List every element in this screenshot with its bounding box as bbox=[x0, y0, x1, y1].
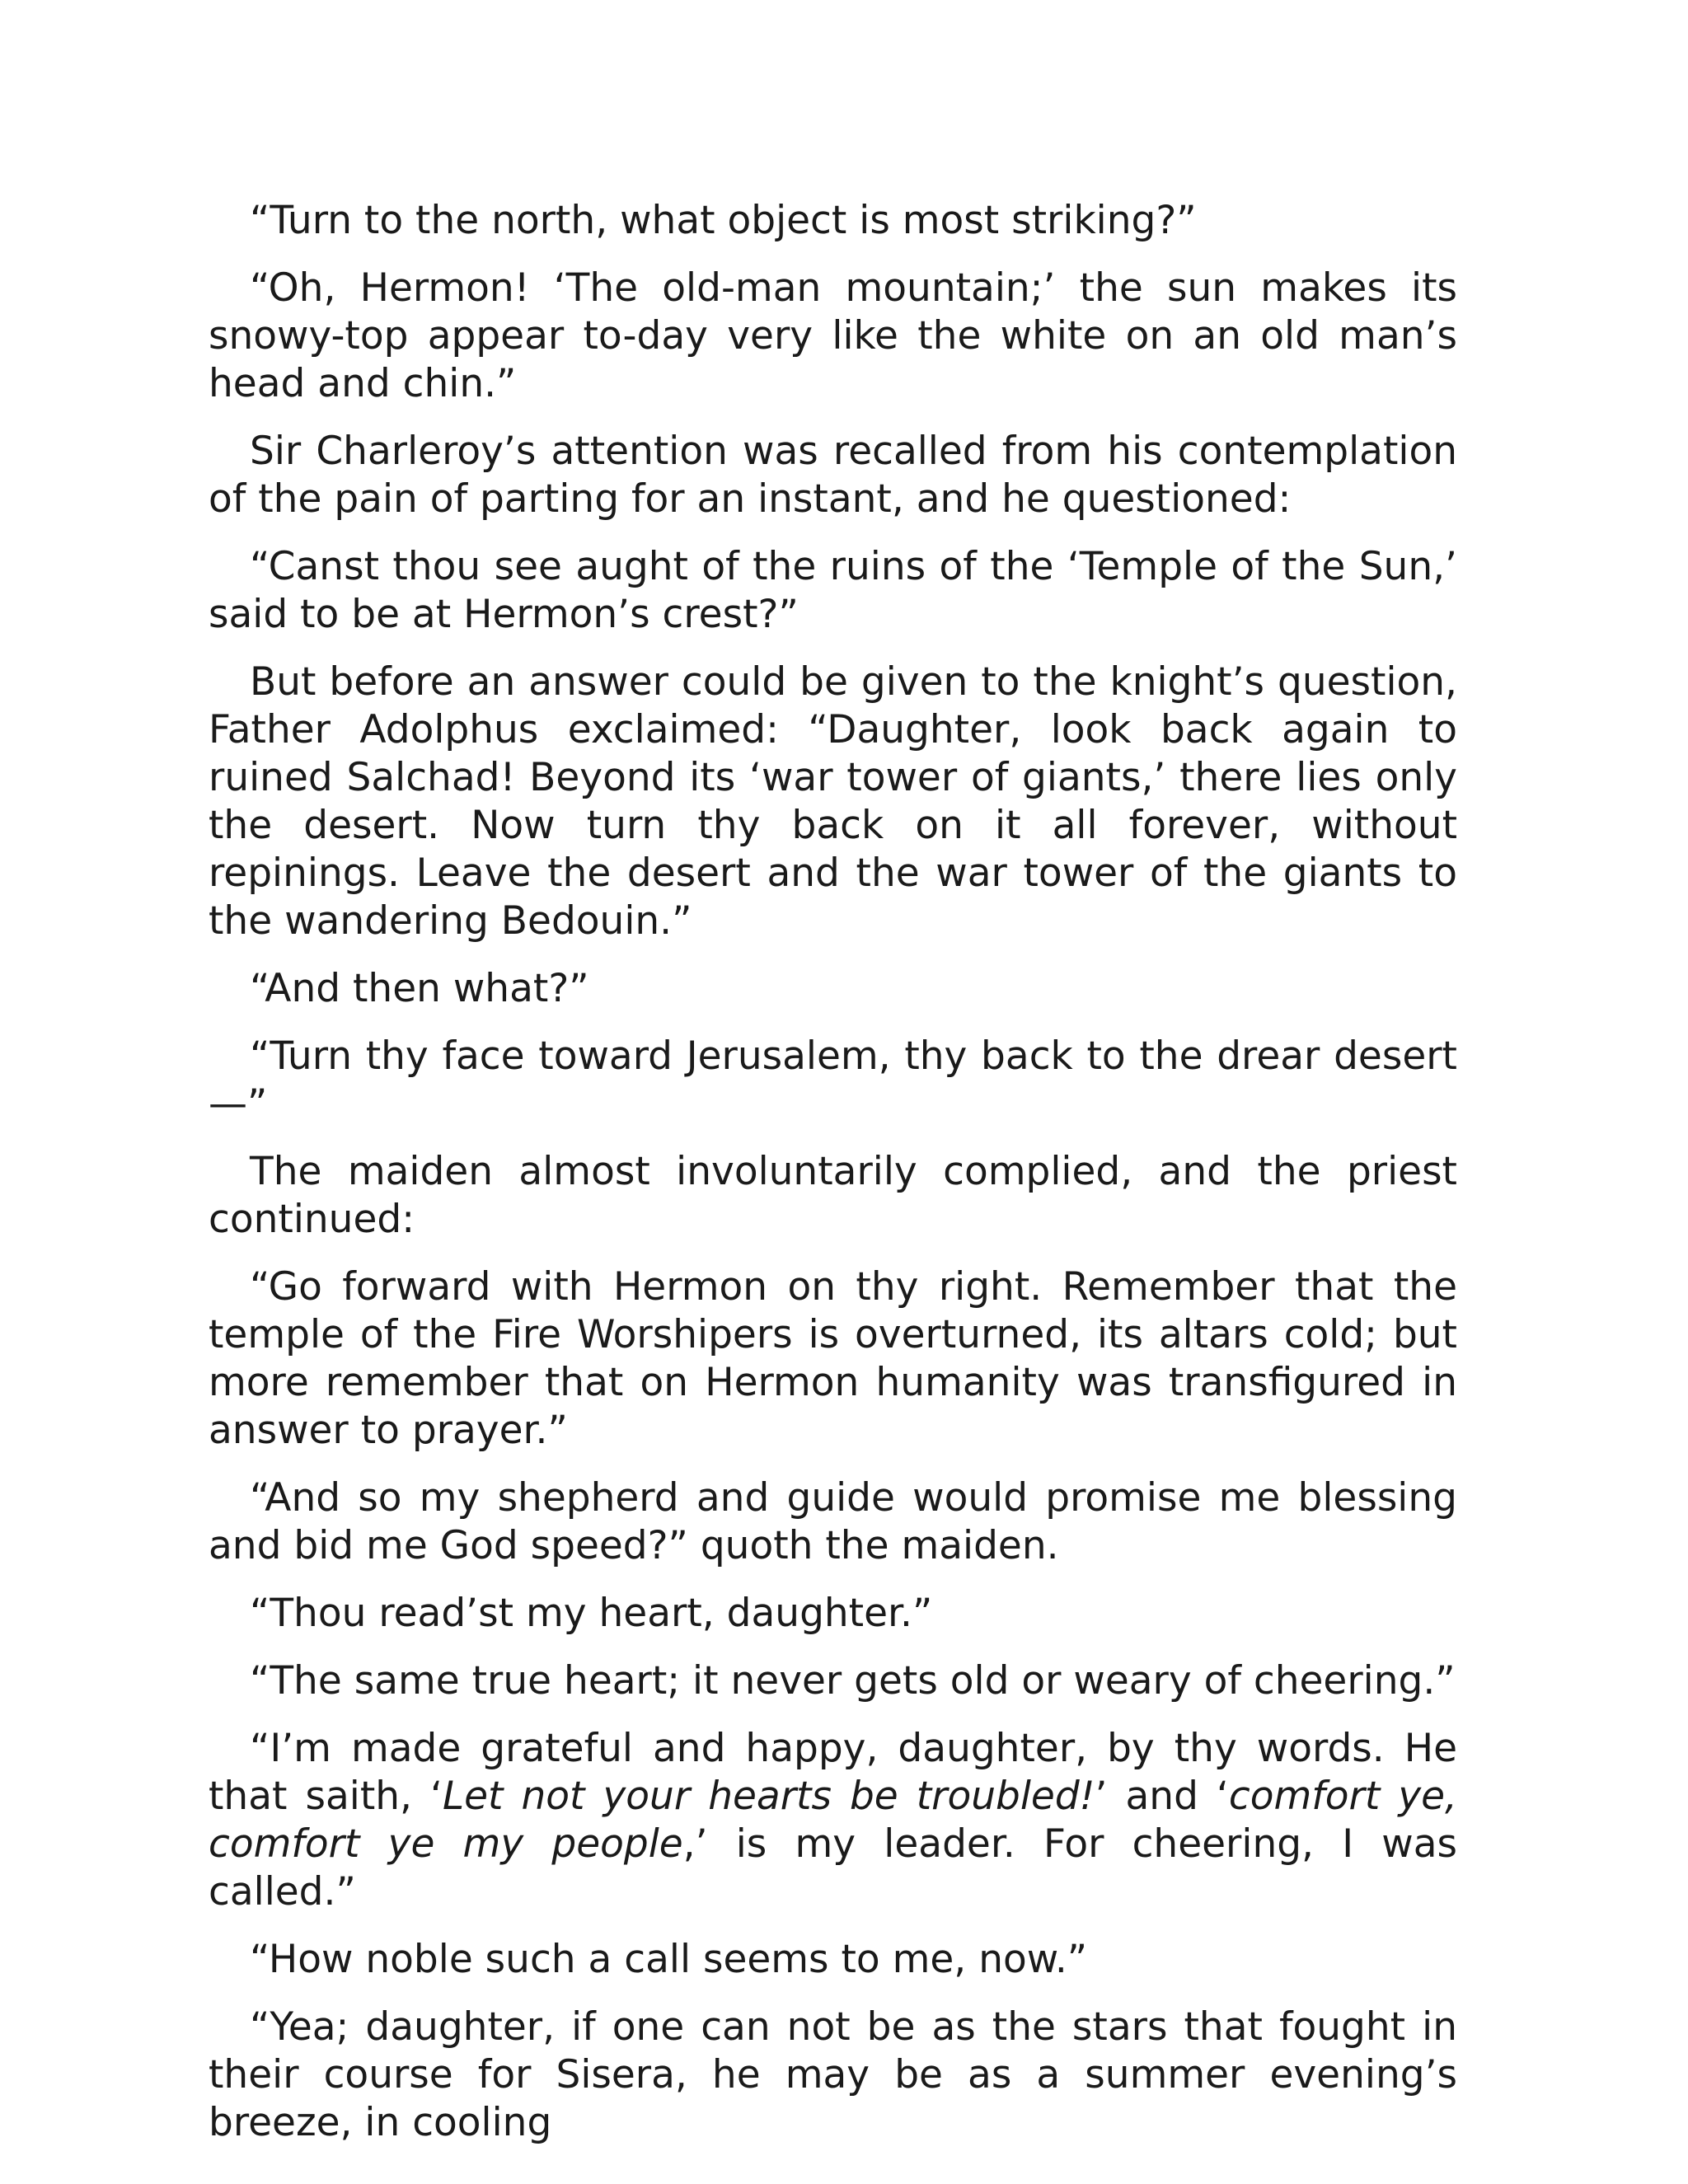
paragraph: But before an answer could be given to the knight’s question, Father Adolphus exclaimed: “Daughter, look back again to ruined Salchad! Beyond its ‘war tower of giants,’ there lies only the desert. Now turn thy back on it all forever, without repinings. Leave the desert and the war tower of the giants to the wandering Bedouin.” bbox=[209, 659, 1457, 944]
paragraph: “Canst thou see aught of the ruins of the ‘Temple of the Sun,’ said to be at Hermon’s crest?” bbox=[209, 544, 1457, 637]
paragraph: “And then what?” bbox=[250, 966, 589, 1011]
paragraph: “Thou read’st my heart, daughter.” bbox=[250, 1591, 933, 1636]
paragraph: The maiden almost involuntarily complied, and the priest continued: bbox=[209, 1149, 1457, 1242]
text-run: “I’m made grateful and happy, daughter, by thy words. He that saith, ‘ bbox=[209, 1726, 1457, 1819]
text-run: ’ and ‘ bbox=[1095, 1774, 1229, 1819]
text-run: ,’ is my leader. For cheering, I was called.” bbox=[209, 1821, 1457, 1915]
paragraph: Sir Charleroy’s attention was recalled from his contemplation of the pain of parting for an instant, and he questioned: bbox=[209, 429, 1457, 522]
book-page bbox=[209, 197, 1457, 2147]
paragraph: “And so my shepherd and guide would promise me blessing and bid me God speed?” quoth the maiden. bbox=[209, 1475, 1457, 1568]
paragraph: “Turn to the north, what object is most striking?” bbox=[250, 198, 1197, 243]
paragraph: “Yea; daughter, if one can not be as the stars that fought in their course for Sisera, he may be as a summer evening’s breeze, in cooling bbox=[209, 2004, 1457, 2145]
paragraph: “Oh, Hermon! ‘The old-man mountain;’ the sun makes its snowy-top appear to-day very like the white on an old man’s head and chin.” bbox=[209, 265, 1457, 406]
paragraph: “Turn thy face toward Jerusalem, thy back to the drear desert—” bbox=[209, 1033, 1457, 1127]
italic-quote: comfort ye, comfort ye my people bbox=[209, 1774, 1458, 1867]
paragraph-with-italics bbox=[209, 1725, 1457, 1916]
paragraph: “The same true heart; it never gets old or weary of cheering.” bbox=[250, 1658, 1456, 1704]
paragraph: “Go forward with Hermon on thy right. Remember that the temple of the Fire Worshipers is overturned, its altars cold; but more remember that on Hermon humanity was transfigured in answer to prayer.” bbox=[209, 1264, 1457, 1453]
paragraph: “How noble such a call seems to me, now.” bbox=[250, 1937, 1088, 1982]
italic-quote: Let not your hearts be troubled! bbox=[442, 1774, 1095, 1819]
